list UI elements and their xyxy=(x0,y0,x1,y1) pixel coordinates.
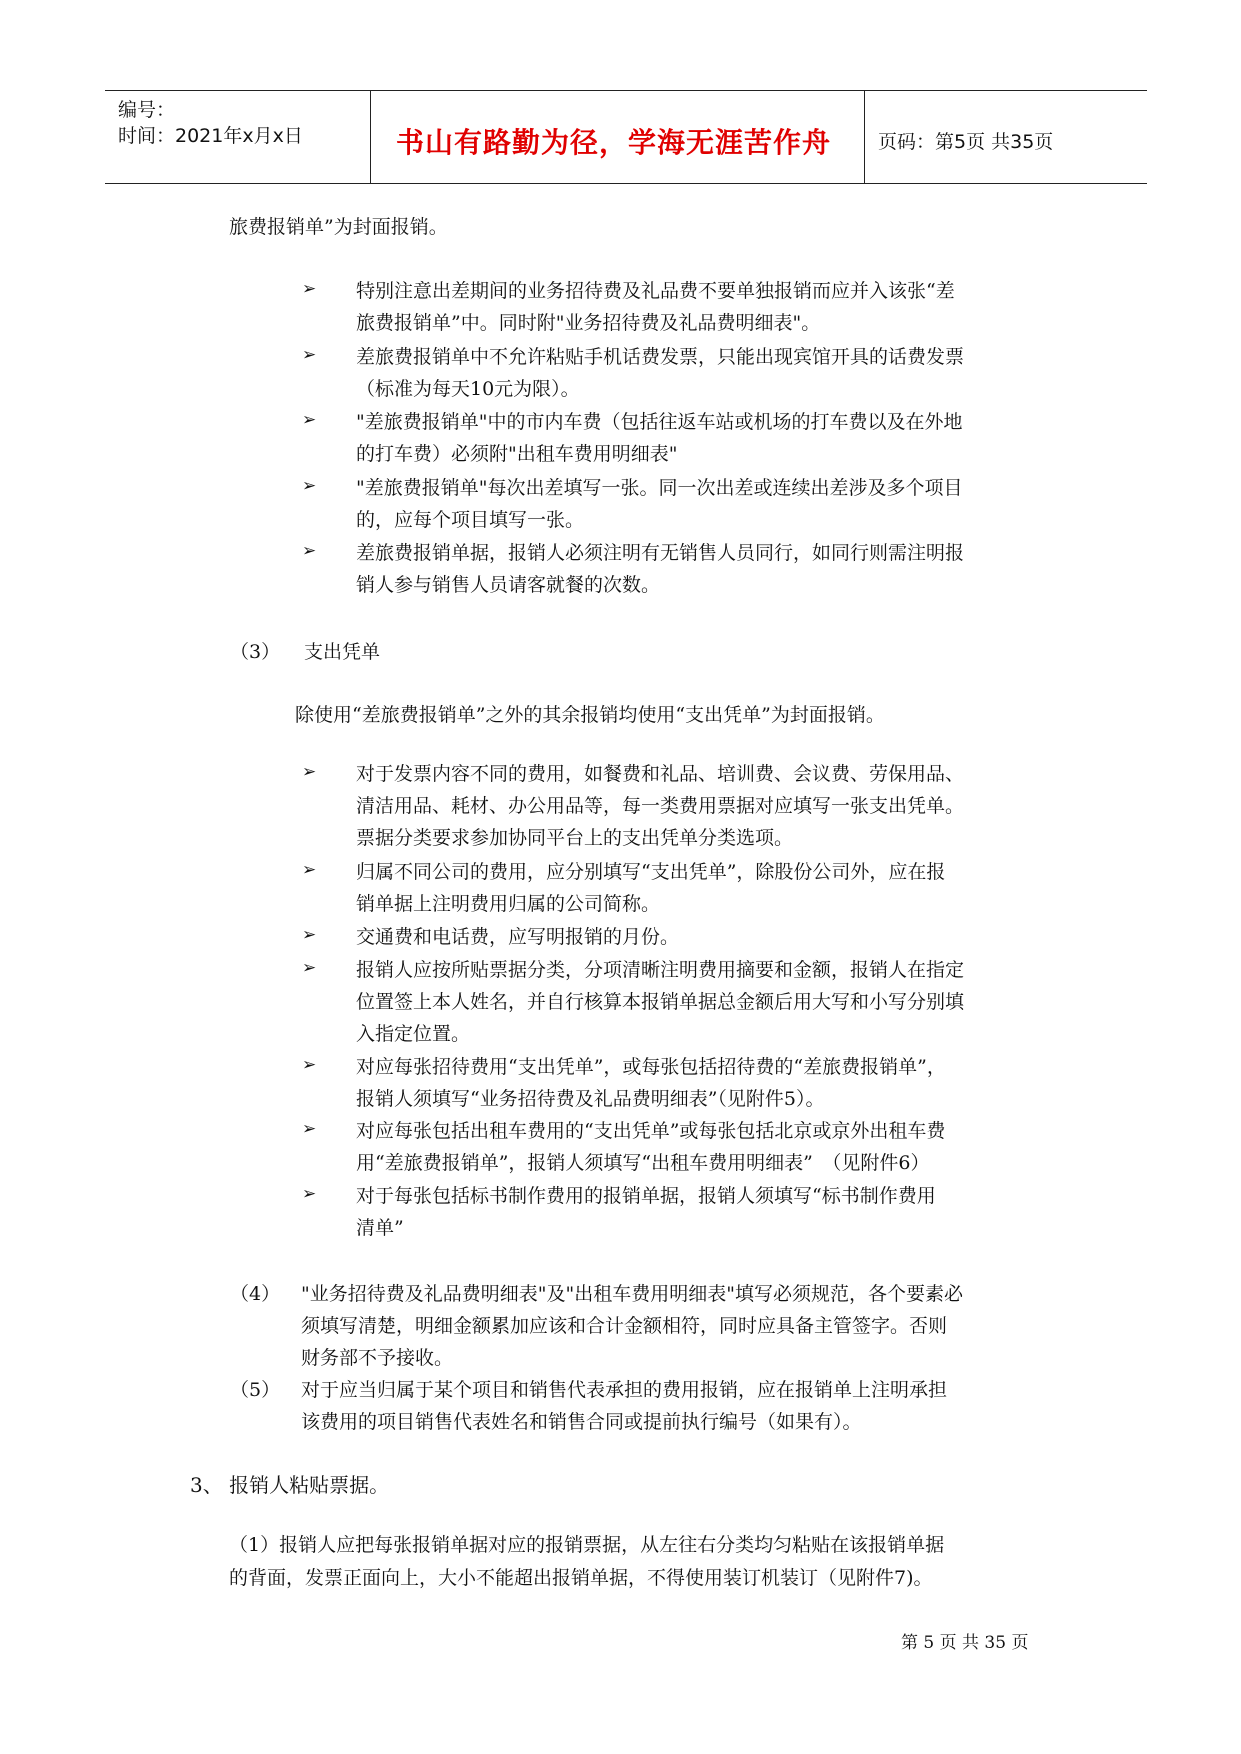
header-time-label: 时间：2021年x月x日 xyxy=(118,125,303,147)
intro-continuation: 旅费报销单”为封面报销。 xyxy=(229,216,448,238)
bullet-line: 入指定位置。 xyxy=(356,1023,471,1045)
bullet-arrow-icon: ➢ xyxy=(302,1055,317,1075)
bullet-arrow-icon: ➢ xyxy=(302,762,317,782)
bullet-line: （标准为每天10元为限）。 xyxy=(356,378,580,400)
bullet-line: 对于每张包括标书制作费用的报销单据，报销人须填写“标书制作费用 xyxy=(356,1185,936,1207)
header-bottom-rule xyxy=(105,183,1147,184)
item-3-heading: 3、 报销人粘贴票据。 xyxy=(190,1473,390,1497)
bullet-line: 清单” xyxy=(356,1217,404,1239)
header-divider-right xyxy=(864,91,865,184)
paragraph-line: 须填写清楚，明细金额累加应该和合计金额相符，同时应具备主管签字。否则 xyxy=(301,1315,948,1337)
bullet-line: 对应每张包括出租车费用的“支出凭单”或每张包括北京或京外出租车费 xyxy=(356,1120,946,1142)
section-3-intro: 除使用“差旅费报销单”之外的其余报销均使用“支出凭单”为封面报销。 xyxy=(295,704,885,726)
header-top-rule xyxy=(105,90,1147,91)
bullet-line: 清洁用品、耗材、办公用品等，每一类费用票据对应填写一张支出凭单。 xyxy=(356,795,965,817)
header-divider-left xyxy=(370,91,371,184)
bullet-line: "差旅费报销单"中的市内车费（包括往返车站或机场的打车费以及在外地 xyxy=(356,411,963,433)
bullet-line: 的打车费）必须附"出租车费用明细表" xyxy=(356,443,678,465)
bullet-arrow-icon: ➢ xyxy=(302,860,317,880)
bullet-line: 的，应每个项目填写一张。 xyxy=(356,509,585,531)
bullet-arrow-icon: ➢ xyxy=(302,1184,317,1204)
section-4-number: （4） xyxy=(230,1283,281,1305)
paragraph-line: 对于应当归属于某个项目和销售代表承担的费用报销，应在报销单上注明承担 xyxy=(301,1379,948,1401)
bullet-line: 位置签上本人姓名，并自行核算本报销单据总金额后用大写和小写分别填 xyxy=(356,991,965,1013)
paragraph-line: 的背面，发票正面向上，大小不能超出报销单据，不得使用装订机装订（见附件7)。 xyxy=(229,1567,933,1589)
paragraph-line: 财务部不予接收。 xyxy=(301,1347,454,1369)
bullet-arrow-icon: ➢ xyxy=(302,925,317,945)
bullet-arrow-icon: ➢ xyxy=(302,279,317,299)
bullet-arrow-icon: ➢ xyxy=(302,958,317,978)
bullet-arrow-icon: ➢ xyxy=(302,476,317,496)
paragraph-line: 该费用的项目销售代表姓名和销售合同或提前执行编号（如果有）。 xyxy=(301,1411,862,1433)
bullet-line: 差旅费报销单据，报销人必须注明有无销售人员同行，如同行则需注明报 xyxy=(356,542,965,564)
header-motto: 书山有路勤为径，学海无涯苦作舟 xyxy=(396,126,832,159)
bullet-line: 用“差旅费报销单”，报销人须填写“出租车费用明细表” （见附件6） xyxy=(356,1152,930,1174)
page-footer: 第 5 页 共 35 页 xyxy=(901,1633,1029,1653)
section-5-number: （5） xyxy=(230,1379,281,1401)
bullet-line: 对于发票内容不同的费用，如餐费和礼品、培训费、会议费、劳保用品、 xyxy=(356,763,965,785)
bullet-line: "差旅费报销单"每次出差填写一张。同一次出差或连续出差涉及多个项目 xyxy=(356,477,963,499)
bullet-line: 销单据上注明费用归属的公司简称。 xyxy=(356,893,661,915)
bullet-line: 归属不同公司的费用，应分别填写“支出凭单”，除股份公司外，应在报 xyxy=(356,861,946,883)
bullet-line: 交通费和电话费，应写明报销的月份。 xyxy=(356,926,680,948)
bullet-line: 销人参与销售人员请客就餐的次数。 xyxy=(356,574,661,596)
bullet-line: 特别注意出差期间的业务招待费及礼品费不要单独报销而应并入该张“差 xyxy=(356,280,955,302)
bullet-line: 差旅费报销单中不允许粘贴手机话费发票，只能出现宾馆开具的话费发票 xyxy=(356,346,965,368)
bullet-arrow-icon: ➢ xyxy=(302,541,317,561)
bullet-line: 报销人须填写“业务招待费及礼品费明细表”（见附件5）。 xyxy=(356,1088,825,1110)
bullet-arrow-icon: ➢ xyxy=(302,410,317,430)
section-3-title: 支出凭单 xyxy=(304,641,381,663)
paragraph-line: "业务招待费及礼品费明细表"及"出租车费用明细表"填写必须规范，各个要素必 xyxy=(301,1283,963,1305)
bullet-line: 旅费报销单”中。同时附"业务招待费及礼品费明细表"。 xyxy=(356,312,821,334)
bullet-arrow-icon: ➢ xyxy=(302,1119,317,1139)
bullet-arrow-icon: ➢ xyxy=(302,345,317,365)
bullet-line: 对应每张招待费用“支出凭单”，或每张包括招待费的“差旅费报销单”， xyxy=(356,1056,946,1078)
bullet-line: 票据分类要求参加协同平台上的支出凭单分类选项。 xyxy=(356,827,794,849)
header-page-label: 页码：第5页 共35页 xyxy=(878,131,1054,153)
section-3-number: （3） xyxy=(230,641,281,663)
paragraph-line: （1）报销人应把每张报销单据对应的报销票据，从左往右分类均匀粘贴在该报销单据 xyxy=(229,1534,945,1556)
header-code-label: 编号： xyxy=(118,99,176,121)
bullet-line: 报销人应按所贴票据分类，分项清晰注明费用摘要和金额，报销人在指定 xyxy=(356,959,965,981)
